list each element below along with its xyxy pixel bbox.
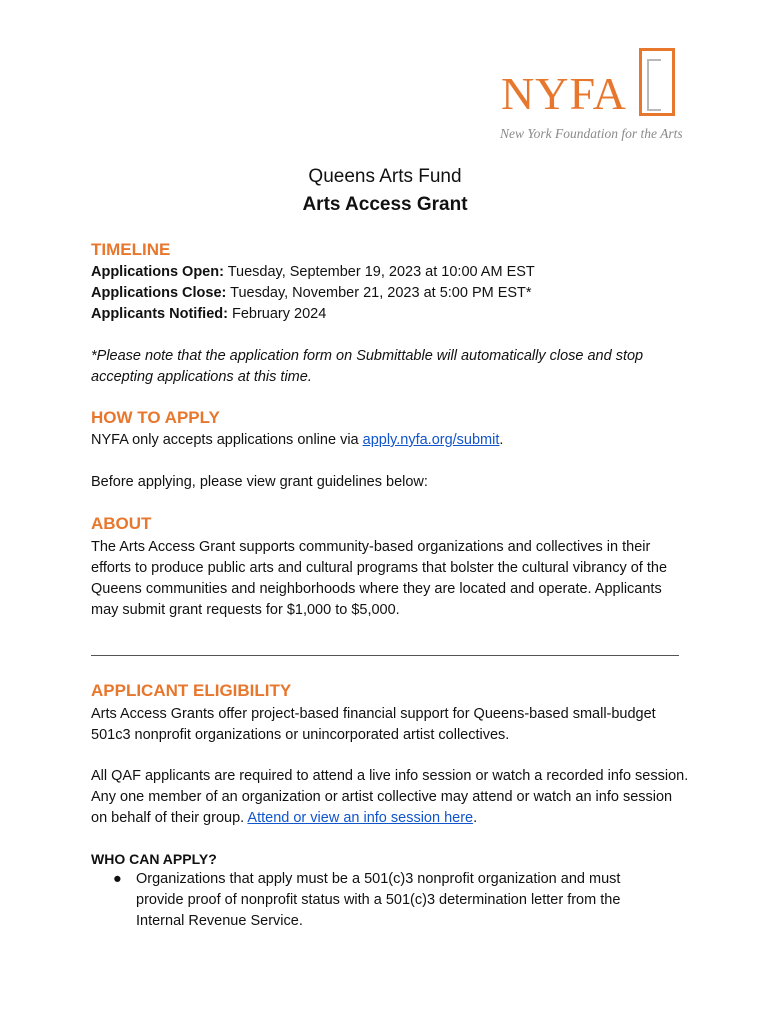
info-session-text: All QAF applicants are required to attend a live info session or watch a recorded info session. Any one member of an organization or artist collective may attend or watch an info session on behalf of their group. bbox=[91, 768, 689, 826]
apply-text: NYFA only accepts applications online via bbox=[91, 432, 363, 448]
logo-wordmark: NYFA bbox=[501, 68, 627, 119]
info-session-link[interactable]: Attend or view an info session here bbox=[247, 810, 474, 826]
document-title: Queens Arts Fund bbox=[308, 166, 462, 187]
how-to-apply-heading: HOW TO APPLY bbox=[91, 408, 220, 427]
eligibility-paragraph-2 bbox=[91, 766, 691, 829]
bullet-text: Organizations that apply must be a 501(c)3 nonprofit organization and must provide proof of nonprofit status with a 501(c)3 determination letter from the Internal Revenue Service. bbox=[136, 871, 621, 929]
timeline-item-open bbox=[91, 262, 691, 283]
about-text: The Arts Access Grant supports community-based organizations and collectives in their efforts to produce public arts and cultural programs that bolster the cultural vibrancy of the Queens communities and neighborhoods where they are located and operate. Applicants may submit grant requests for $1,000 to $5,000. bbox=[91, 539, 668, 618]
section-divider bbox=[91, 655, 679, 656]
apply-link[interactable]: apply.nyfa.org/submit bbox=[362, 432, 500, 448]
timeline-value: Tuesday, November 21, 2023 at 5:00 PM EST* bbox=[226, 285, 532, 301]
eligibility-paragraph-1: Arts Access Grants offer project-based financial support for Queens-based small-budget 501c3 nonprofit organizations or unincorporated artist collectives. bbox=[91, 706, 656, 743]
logo-frame-inner-icon bbox=[647, 59, 661, 111]
bullet-icon: ● bbox=[113, 871, 122, 887]
timeline-value: February 2024 bbox=[227, 306, 327, 322]
document-subtitle: Arts Access Grant bbox=[302, 194, 468, 215]
timeline-label: Applications Open: bbox=[91, 264, 224, 280]
logo-frame-icon bbox=[639, 48, 675, 116]
timeline-item-close bbox=[91, 283, 691, 304]
info-session-text-end: . bbox=[473, 810, 478, 826]
nyfa-logo bbox=[498, 47, 683, 147]
about-heading: ABOUT bbox=[91, 514, 152, 533]
how-to-apply-text bbox=[91, 430, 691, 451]
timeline-heading: TIMELINE bbox=[91, 240, 171, 259]
who-can-apply-heading: WHO CAN APPLY? bbox=[91, 851, 217, 867]
timeline-list bbox=[91, 262, 691, 325]
timeline-item-notified bbox=[91, 304, 691, 325]
apply-text-end: . bbox=[499, 432, 504, 448]
guidelines-text: Before applying, please view grant guidelines below: bbox=[91, 474, 428, 490]
timeline-label: Applications Close: bbox=[91, 285, 227, 301]
timeline-label: Applicants Notified: bbox=[91, 306, 228, 322]
timeline-note: *Please note that the application form on Submittable will automatically close and stop accepting applications at this time. bbox=[91, 348, 644, 385]
logo-tagline: New York Foundation for the Arts bbox=[500, 126, 683, 141]
eligibility-heading: APPLICANT ELIGIBILITY bbox=[91, 681, 292, 700]
timeline-value: Tuesday, September 19, 2023 at 10:00 AM EST bbox=[223, 264, 535, 280]
